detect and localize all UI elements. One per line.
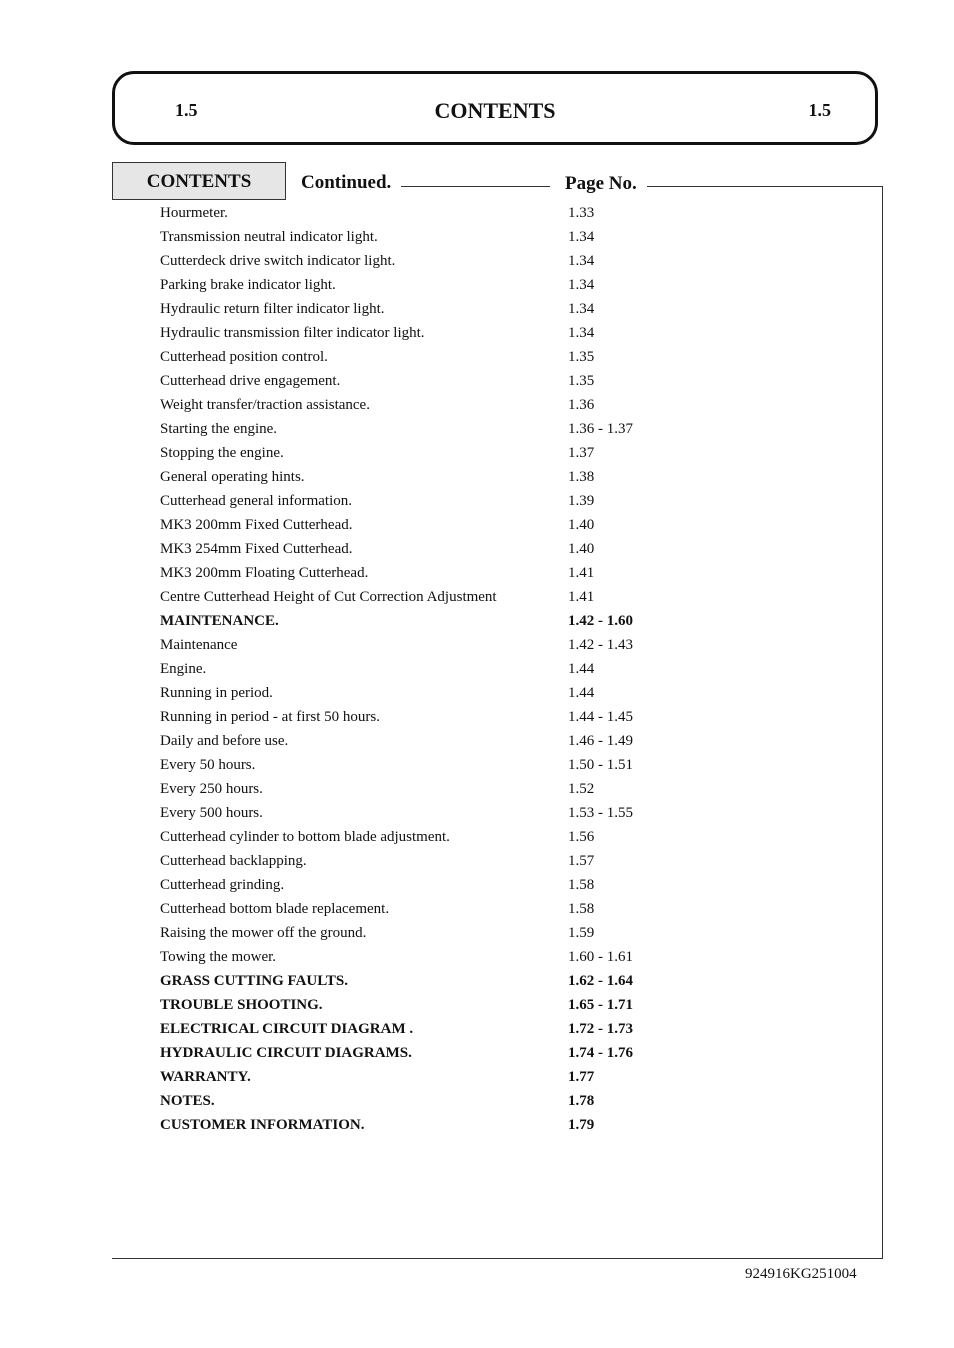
toc-entry-page: 1.34 bbox=[568, 277, 595, 293]
toc-entry-page: 1.39 bbox=[568, 493, 595, 509]
toc-entry-title: Running in period. bbox=[160, 685, 273, 701]
toc-entry-title: Hourmeter. bbox=[160, 205, 228, 221]
toc-entry-page: 1.72 - 1.73 bbox=[568, 1021, 633, 1037]
toc-entry-page: 1.37 bbox=[568, 445, 595, 461]
toc-entry bbox=[160, 465, 860, 489]
toc-entry bbox=[160, 297, 860, 321]
toc-entry bbox=[160, 753, 860, 777]
toc-entry-title: Cutterhead position control. bbox=[160, 349, 328, 365]
section-number-right: 1.5 bbox=[808, 100, 831, 120]
toc-entry-page: 1.58 bbox=[568, 877, 595, 893]
toc-entry-page: 1.35 bbox=[568, 373, 595, 389]
continued-rule bbox=[401, 186, 550, 187]
toc-entry-page: 1.42 - 1.43 bbox=[568, 637, 633, 653]
toc-entry-page: 1.53 - 1.55 bbox=[568, 805, 633, 821]
toc-entry-title: Every 500 hours. bbox=[160, 805, 263, 821]
toc-entry bbox=[160, 273, 860, 297]
toc-entry bbox=[160, 537, 860, 561]
toc-entry bbox=[160, 561, 860, 585]
toc-entry bbox=[160, 921, 860, 945]
toc-entry bbox=[160, 417, 860, 441]
toc-entry-title: Towing the mower. bbox=[160, 949, 277, 965]
toc-entry-page: 1.50 - 1.51 bbox=[568, 757, 633, 773]
toc-entry-title: Cutterhead general information. bbox=[160, 493, 353, 509]
toc-entry bbox=[160, 657, 860, 681]
page-no-heading: Page No. bbox=[565, 173, 637, 194]
toc-entry-page: 1.60 - 1.61 bbox=[568, 949, 633, 965]
toc-entry-page: 1.77 bbox=[568, 1069, 595, 1085]
toc-entry bbox=[160, 321, 860, 345]
toc-entry-page: 1.44 bbox=[568, 685, 595, 701]
toc-entry bbox=[160, 633, 860, 657]
toc-entry bbox=[160, 513, 860, 537]
toc-entry-page: 1.57 bbox=[568, 853, 595, 869]
toc-entry-title: Cutterdeck drive switch indicator light. bbox=[160, 253, 396, 269]
toc-entry-title: GRASS CUTTING FAULTS. bbox=[160, 973, 348, 989]
toc-entry-page: 1.40 bbox=[568, 541, 595, 557]
toc-entry bbox=[160, 849, 860, 873]
toc-list bbox=[160, 201, 860, 1137]
toc-entry-title: TROUBLE SHOOTING. bbox=[160, 997, 323, 1013]
contents-tab: CONTENTS bbox=[112, 162, 286, 200]
toc-entry bbox=[160, 1089, 860, 1113]
toc-entry-page: 1.74 - 1.76 bbox=[568, 1045, 633, 1061]
toc-entry-page: 1.34 bbox=[568, 229, 595, 245]
toc-entry bbox=[160, 729, 860, 753]
toc-entry-title: Cutterhead backlapping. bbox=[160, 853, 307, 869]
toc-entry-page: 1.56 bbox=[568, 829, 595, 845]
toc-entry-page: 1.34 bbox=[568, 325, 595, 341]
toc-entry-title: MK3 200mm Fixed Cutterhead. bbox=[160, 517, 353, 533]
toc-entry-page: 1.62 - 1.64 bbox=[568, 973, 633, 989]
toc-entry bbox=[160, 393, 860, 417]
toc-entry-title: Engine. bbox=[160, 661, 207, 677]
continued-label: Continued. bbox=[301, 172, 392, 193]
toc-entry-title: HYDRAULIC CIRCUIT DIAGRAMS. bbox=[160, 1045, 412, 1061]
toc-entry bbox=[160, 681, 860, 705]
toc-entry-title: Maintenance bbox=[160, 637, 238, 653]
toc-entry bbox=[160, 201, 860, 225]
toc-entry-page: 1.79 bbox=[568, 1117, 595, 1133]
toc-entry-page: 1.58 bbox=[568, 901, 595, 917]
toc-entry-title: MK3 200mm Floating Cutterhead. bbox=[160, 565, 369, 581]
toc-entry bbox=[160, 609, 860, 633]
toc-entry bbox=[160, 1041, 860, 1065]
toc-entry-page: 1.44 - 1.45 bbox=[568, 709, 633, 725]
toc-entry bbox=[160, 897, 860, 921]
toc-entry-title: Every 250 hours. bbox=[160, 781, 263, 797]
toc-entry-page: 1.46 - 1.49 bbox=[568, 733, 633, 749]
toc-entry bbox=[160, 345, 860, 369]
toc-entry bbox=[160, 249, 860, 273]
toc-entry-page: 1.59 bbox=[568, 925, 595, 941]
toc-entry bbox=[160, 945, 860, 969]
toc-entry bbox=[160, 1065, 860, 1089]
toc-entry-title: Stopping the engine. bbox=[160, 445, 284, 461]
toc-entry-page: 1.41 bbox=[568, 589, 595, 605]
toc-entry-title: Starting the engine. bbox=[160, 421, 278, 437]
toc-entry-title: Raising the mower off the ground. bbox=[160, 925, 367, 941]
toc-entry-title: Cutterhead cylinder to bottom blade adjustment. bbox=[160, 829, 450, 845]
toc-entry-page: 1.40 bbox=[568, 517, 595, 533]
toc-entry-page: 1.33 bbox=[568, 205, 595, 221]
toc-entry bbox=[160, 369, 860, 393]
toc-entry bbox=[160, 777, 860, 801]
page-title: CONTENTS bbox=[434, 98, 556, 123]
toc-entry-title: Cutterhead bottom blade replacement. bbox=[160, 901, 390, 917]
toc-entry-page: 1.52 bbox=[568, 781, 595, 797]
document-code: 924916KG251004 bbox=[745, 1266, 857, 1282]
toc-entry-page: 1.78 bbox=[568, 1093, 595, 1109]
toc-entry-title: NOTES. bbox=[160, 1093, 215, 1109]
toc-entry bbox=[160, 825, 860, 849]
toc-entry-title: Centre Cutterhead Height of Cut Correction Adjustment bbox=[160, 589, 497, 605]
toc-entry-page: 1.44 bbox=[568, 661, 595, 677]
toc-entry-page: 1.36 - 1.37 bbox=[568, 421, 633, 437]
toc-entry-title: CUSTOMER INFORMATION. bbox=[160, 1117, 365, 1133]
toc-entry-title: Every 50 hours. bbox=[160, 757, 256, 773]
toc-entry-title: WARRANTY. bbox=[160, 1069, 251, 1085]
toc-entry bbox=[160, 225, 860, 249]
toc-entry-title: General operating hints. bbox=[160, 469, 305, 485]
toc-entry-title: Cutterhead grinding. bbox=[160, 877, 285, 893]
header-box bbox=[112, 71, 878, 145]
toc-entry-title: Daily and before use. bbox=[160, 733, 289, 749]
toc-entry-title: Running in period - at first 50 hours. bbox=[160, 709, 380, 725]
right-border-rule bbox=[882, 186, 883, 1259]
toc-entry-title: Weight transfer/traction assistance. bbox=[160, 397, 370, 413]
toc-entry bbox=[160, 993, 860, 1017]
toc-entry-page: 1.34 bbox=[568, 301, 595, 317]
toc-entry-title: ELECTRICAL CIRCUIT DIAGRAM . bbox=[160, 1021, 414, 1037]
toc-entry-title: Cutterhead drive engagement. bbox=[160, 373, 341, 389]
toc-entry-page: 1.35 bbox=[568, 349, 595, 365]
toc-entry-title: Hydraulic return filter indicator light. bbox=[160, 301, 385, 317]
page-no-rule bbox=[647, 186, 883, 187]
toc-entry bbox=[160, 969, 860, 993]
toc-entry-page: 1.41 bbox=[568, 565, 595, 581]
toc-entry-title: MAINTENANCE. bbox=[160, 613, 279, 629]
toc-entry bbox=[160, 1017, 860, 1041]
toc-entry-page: 1.38 bbox=[568, 469, 595, 485]
toc-entry-page: 1.36 bbox=[568, 397, 595, 413]
toc-entry bbox=[160, 705, 860, 729]
toc-entry-page: 1.65 - 1.71 bbox=[568, 997, 633, 1013]
toc-entry bbox=[160, 873, 860, 897]
toc-entry bbox=[160, 1113, 860, 1137]
toc-entry bbox=[160, 801, 860, 825]
toc-entry-title: Hydraulic transmission filter indicator light. bbox=[160, 325, 425, 341]
toc-entry-title: Parking brake indicator light. bbox=[160, 277, 336, 293]
section-number-left: 1.5 bbox=[175, 100, 198, 120]
toc-entry-title: MK3 254mm Fixed Cutterhead. bbox=[160, 541, 353, 557]
toc-entry-page: 1.42 - 1.60 bbox=[568, 613, 633, 629]
toc-entry-title: Transmission neutral indicator light. bbox=[160, 229, 378, 245]
toc-entry bbox=[160, 441, 860, 465]
toc-entry bbox=[160, 489, 860, 513]
toc-entry-page: 1.34 bbox=[568, 253, 595, 269]
bottom-rule bbox=[112, 1258, 883, 1259]
toc-entry bbox=[160, 585, 860, 609]
